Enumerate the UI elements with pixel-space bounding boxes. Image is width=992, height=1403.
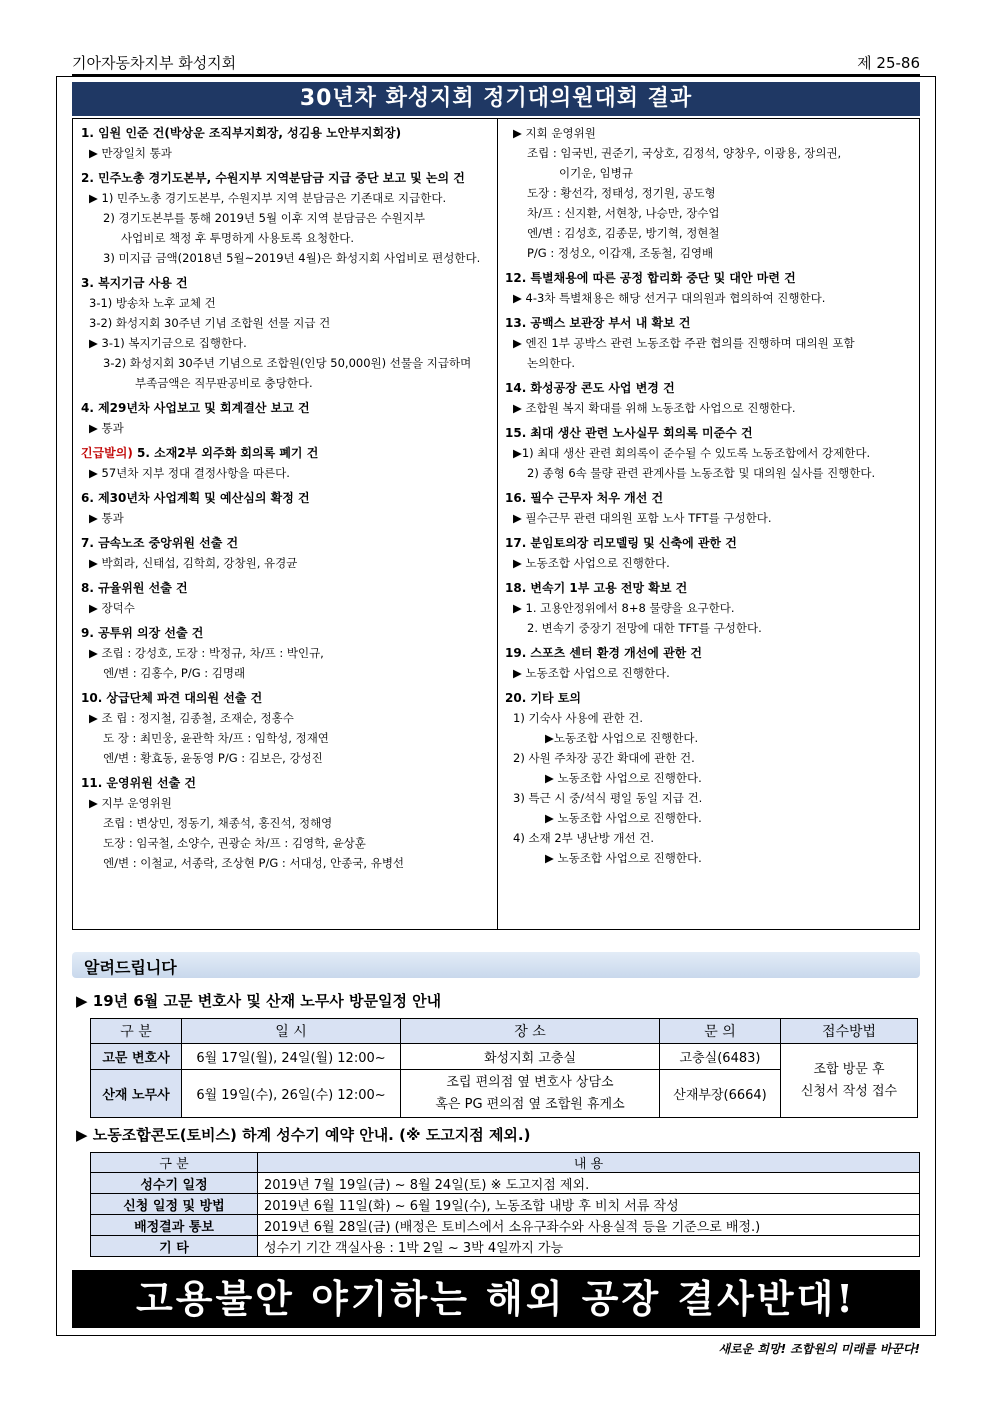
item-title: 17. 분임토의장 리모델링 및 신축에 관한 건 <box>505 536 737 550</box>
col-header: 일 시 <box>182 1019 401 1044</box>
union-name: 기아자동차지부 화성지회 <box>72 54 237 72</box>
cell: 화성지회 고충실 <box>401 1044 660 1070</box>
method-line: 신청서 작성 접수 <box>800 1083 898 1099</box>
notice-title: 알려드립니다 <box>84 958 177 977</box>
row-label: 성수기 일정 <box>91 1173 258 1194</box>
item-title-urgent <box>81 443 491 463</box>
page-header <box>72 52 920 72</box>
notice-banner <box>72 952 920 978</box>
item-line: ▶ 노동조합 사업으로 진행한다. <box>513 666 670 680</box>
item-title: 3. 복지기금 사용 건 <box>81 276 188 290</box>
cell-method <box>781 1044 918 1118</box>
item-title: 15. 최대 생산 관련 노사실무 회의록 미준수 건 <box>505 426 753 440</box>
visit-schedule-table <box>90 1018 918 1118</box>
results-left-column <box>73 119 498 929</box>
item-line: 엔/변 : 이철교, 서종락, 조상현 P/G : 서대성, 안종국, 유병선 <box>103 856 405 870</box>
col-header: 접수방법 <box>781 1019 918 1044</box>
item-title: 13. 공백스 보관장 부서 내 확보 건 <box>505 316 691 330</box>
col-header: 구 분 <box>91 1153 258 1173</box>
footer-motto: 새로운 희망! 조합원의 미래를 바꾼다! <box>718 1342 920 1356</box>
item-title: 20. 기타 토의 <box>505 691 581 705</box>
item-line: ▶ 노동조합 사업으로 진행한다. <box>545 851 702 865</box>
row-label: 산재 노무사 <box>91 1070 182 1118</box>
col-header: 구 분 <box>91 1019 182 1044</box>
item-line: ▶ 노동조합 사업으로 진행한다. <box>545 771 702 785</box>
col-header: 문 의 <box>660 1019 781 1044</box>
item-line: 부족금액은 직무판공비로 충당한다. <box>135 376 313 390</box>
item-line: 엔/변 : 황효동, 윤동영 P/G : 김보은, 강성진 <box>103 751 323 765</box>
item-line: 4) 소재 2부 냉난방 개선 건. <box>513 831 655 845</box>
item-line: ▶1) 최대 생산 관련 회의록이 준수될 수 있도록 노동조합에서 강제한다. <box>513 446 871 460</box>
item-line: ▶ 장덕수 <box>89 601 135 615</box>
item-line: 도장 : 임국철, 소양수, 권광순 차/프 : 김영학, 윤상훈 <box>103 836 366 850</box>
item-title: 11. 운영위원 선출 건 <box>81 776 196 790</box>
place-line: 조립 편의점 옆 변호사 상담소 <box>446 1074 614 1090</box>
item-title: 16. 필수 근무자 처우 개선 건 <box>505 491 664 505</box>
item-line: ▶ 노동조합 사업으로 진행한다. <box>513 556 670 570</box>
item-line: 2) 사원 주차장 공간 확대에 관한 건. <box>513 751 695 765</box>
cell: 2019년 7월 19일(금) ~ 8월 24일(토) ※ 도고지점 제외. <box>258 1173 920 1194</box>
item-line: 논의한다. <box>527 356 576 370</box>
item-line: 2. 변속기 중장기 전망에 대한 TFT를 구성한다. <box>527 621 762 635</box>
item-title: 2. 민주노총 경기도본부, 수원지부 지역분담금 지급 중단 보고 및 논의 건 <box>81 171 465 185</box>
results-right-column <box>497 119 921 929</box>
item-title: 9. 공투위 의장 선출 건 <box>81 626 204 640</box>
section-visit-schedule: ▶ 19년 6월 고문 변호사 및 산재 노무사 방문일정 안내 <box>76 992 442 1010</box>
row-label: 고문 변호사 <box>91 1044 182 1070</box>
urgent-tag: 긴급발의) <box>81 446 133 460</box>
item-line: ▶ 조 립 : 정지철, 김종철, 조재순, 정홍수 <box>89 711 294 725</box>
issue-number: 제 25-86 <box>857 54 920 72</box>
item-line: ▶ 엔진 1부 공박스 관련 노동조합 주관 협의를 진행하며 대의원 포함 <box>513 336 855 350</box>
item-line: 3) 미지급 금액(2018년 5월~2019년 4월)은 화성지회 사업비로 편성한다. <box>103 251 481 265</box>
cell: 산재부장(6664) <box>660 1070 781 1118</box>
item-line: 엔/변 : 김홍수, P/G : 김명래 <box>103 666 246 680</box>
item-title: 6. 제30년차 사업계획 및 예산심의 확정 건 <box>81 491 310 505</box>
slogan-banner: 고용불안 야기하는 해외 공장 결사반대! <box>72 1270 920 1328</box>
cell: 6월 17일(월), 24일(월) 12:00~ <box>182 1044 401 1070</box>
item-line: 3) 특근 시 중/석식 평일 동일 지급 건. <box>513 791 703 805</box>
item-title: 19. 스포츠 센터 환경 개선에 관한 건 <box>505 646 703 660</box>
item-line: 1) 기숙사 사용에 관한 건. <box>513 711 644 725</box>
item-line: 3-1) 방송차 노후 교체 건 <box>89 296 216 310</box>
item-line: 3-2) 화성지회 30주년 기념 조합원 선물 지급 건 <box>89 316 331 330</box>
item-line: ▶노동조합 사업으로 진행한다. <box>545 731 699 745</box>
results-box <box>72 118 920 930</box>
condo-reservation-table <box>90 1152 920 1257</box>
cell-place <box>401 1070 660 1118</box>
item-line: 조립 : 변상민, 정동기, 채종석, 홍진석, 정해영 <box>103 816 333 830</box>
page-title: 30년차 화성지회 정기대의원대회 결과 <box>72 82 920 116</box>
item-line: 조립 : 임국빈, 권준기, 국상호, 김정석, 양창우, 이광용, 장의권, <box>527 146 842 160</box>
item-title: 18. 변속기 1부 고용 전망 확보 건 <box>505 581 688 595</box>
item-line: 차/프 : 신지환, 서현창, 나승만, 장수업 <box>527 206 720 220</box>
item-line: ▶ 노동조합 사업으로 진행한다. <box>545 811 702 825</box>
item-title-text: 5. 소재2부 외주화 회의록 폐기 건 <box>132 446 319 460</box>
item-line: ▶ 조립 : 강성호, 도장 : 박정규, 차/프 : 박인규, <box>89 646 324 660</box>
item-line: 2) 종형 6속 물량 관련 관계사를 노동조합 및 대의원 실사를 진행한다. <box>527 466 876 480</box>
item-line: 이기운, 임병규 <box>559 166 633 180</box>
row-label: 기 타 <box>91 1236 258 1257</box>
item-title: 7. 금속노조 중앙위원 선출 건 <box>81 536 239 550</box>
item-line: 도장 : 황선각, 정태성, 정기원, 공도형 <box>527 186 716 200</box>
item-line: ▶ 필수근무 관련 대의원 포함 노사 TFT를 구성한다. <box>513 511 772 525</box>
cell: 2019년 6월 28일(금) (배정은 토비스에서 소유구좌수와 사용실적 등을 기준으로 배정.) <box>258 1215 920 1236</box>
method-line: 조합 방문 후 <box>813 1061 885 1077</box>
row-label: 신청 일정 및 방법 <box>91 1194 258 1215</box>
item-line: ▶ 4-3차 특별채용은 해당 선거구 대의원과 협의하여 진행한다. <box>513 291 826 305</box>
place-line: 혹은 PG 편의점 옆 조합원 휴게소 <box>435 1096 625 1112</box>
cell: 2019년 6월 11일(화) ~ 6월 19일(수), 노동조합 내방 후 비치 서류 작성 <box>258 1194 920 1215</box>
item-line: ▶ 지부 운영위원 <box>89 796 172 810</box>
cell: 고충실(6483) <box>660 1044 781 1070</box>
item-line: ▶ 1. 고용안정위에서 8+8 물량을 요구한다. <box>513 601 735 615</box>
item-line: ▶ 통과 <box>89 421 124 435</box>
row-label: 배정결과 통보 <box>91 1215 258 1236</box>
item-line: ▶ 만장일치 통과 <box>89 146 172 160</box>
cell: 6월 19일(수), 26일(수) 12:00~ <box>182 1070 401 1118</box>
item-title: 1. 임원 인준 건(박상운 조직부지회장, 성김용 노안부지회장) <box>81 126 402 140</box>
item-line: ▶ 지회 운영위원 <box>513 126 596 140</box>
item-line: ▶ 3-1) 복지기금으로 집행한다. <box>89 336 247 350</box>
item-title: 4. 제29년차 사업보고 및 회계결산 보고 건 <box>81 401 310 415</box>
cell: 성수기 기간 객실사용 : 1박 2일 ~ 3박 4일까지 가능 <box>258 1236 920 1257</box>
item-line: ▶ 57년차 지부 정대 결정사항을 따른다. <box>89 466 290 480</box>
item-title: 14. 화성공장 콘도 사업 변경 건 <box>505 381 675 395</box>
col-header: 내 용 <box>258 1153 920 1173</box>
item-line: 도 장 : 최민웅, 윤관학 차/프 : 임학성, 정재연 <box>103 731 329 745</box>
item-line: 엔/변 : 김성호, 김종문, 방기혁, 정현철 <box>527 226 720 240</box>
col-header: 장 소 <box>401 1019 660 1044</box>
item-line: ▶ 조합원 복지 확대를 위해 노동조합 사업으로 진행한다. <box>513 401 796 415</box>
section-condo-reservation: ▶ 노동조합콘도(토비스) 하계 성수기 예약 안내. (※ 도고지점 제외.) <box>76 1126 531 1144</box>
item-line: ▶ 통과 <box>89 511 124 525</box>
item-title: 12. 특별채용에 따른 공정 합리화 중단 및 대안 마련 건 <box>505 271 796 285</box>
item-line: 사업비로 책정 후 투명하게 사용토록 요청한다. <box>121 231 355 245</box>
item-line: P/G : 정성오, 이갑재, 조동철, 김영배 <box>527 246 714 260</box>
item-line: 2) 경기도본부를 통해 2019년 5월 이후 지역 분담금은 수원지부 <box>103 211 426 225</box>
item-line: ▶ 1) 민주노총 경기도본부, 수원지부 지역 분담금은 기존대로 지급한다. <box>89 191 447 205</box>
item-title: 10. 상급단체 파견 대의원 선출 건 <box>81 691 263 705</box>
item-line: 3-2) 화성지회 30주년 기념으로 조합원(인당 50,000원) 선물을 지급하며 <box>103 356 472 370</box>
item-line: ▶ 박희라, 신태섭, 김학희, 강창원, 유경균 <box>89 556 298 570</box>
item-title: 8. 규율위원 선출 건 <box>81 581 188 595</box>
